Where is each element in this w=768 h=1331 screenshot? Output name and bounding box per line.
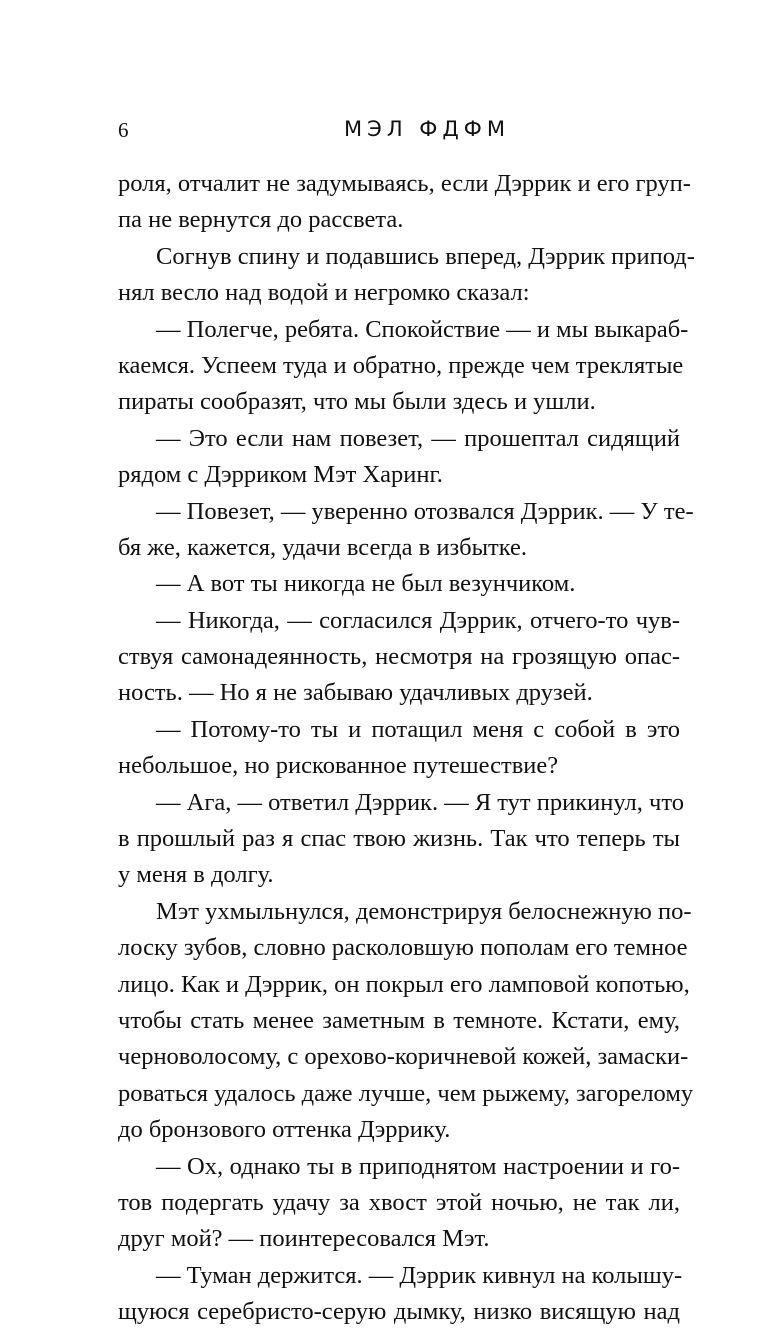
text-line: чтобы стать менее заметным в темноте. Кстати, ему, — [118, 1006, 680, 1034]
text-line: лоску зубов, словно расколовшую пополам его темное — [118, 934, 688, 962]
text-line: пираты сообразят, что мы были здесь и ушли. — [118, 388, 596, 416]
text-line: — Потому-то ты и потащил меня с собой в это — [156, 715, 680, 743]
text-line: небольшое, но рискованное путешествие? — [118, 752, 559, 780]
text-line: — Это если нам повезет, — прошептал сидящий — [156, 424, 680, 452]
text-line: — Никогда, — согласился Дэррик, отчего-то чув- — [156, 606, 680, 634]
text-line: каемся. Успеем туда и обратно, прежде чем треклятые — [118, 351, 684, 379]
page-header — [118, 112, 680, 142]
text-line: — Ох, однако ты в приподнятом настроении и го- — [156, 1152, 680, 1180]
text-line: лицо. Как и Дэррик, он покрыл его ламповой копотью, — [118, 970, 690, 998]
text-line: Мэт ухмыльнулся, демонстрируя белоснежную по- — [156, 897, 692, 925]
text-line: Согнув спину и подавшись вперед, Дэррик припод- — [156, 242, 695, 270]
text-line: тов подергать удачу за хвост этой ночью, не так ли, — [118, 1188, 680, 1216]
text-line: щуюся серебристо-серую дымку, низко висящую над — [118, 1298, 680, 1326]
text-line: рядом с Дэрриком Мэт Харинг. — [118, 461, 443, 489]
text-line: па не вернутся до рассвета. — [118, 206, 404, 234]
running-head-author: МЭЛ ФДФМ — [344, 117, 510, 141]
text-line: до бронзового оттенка Дэррику. — [118, 1116, 451, 1144]
text-line: — Полегче, ребята. Спокойствие — и мы выкараб- — [156, 315, 689, 343]
text-line: роля, отчалит не задумываясь, если Дэррик и его груп- — [118, 170, 691, 197]
text-line: у меня в долгу. — [118, 861, 274, 889]
text-line: бя же, кажется, удачи всегда в избытке. — [118, 533, 528, 561]
body-text — [118, 166, 695, 1331]
text-line: — Повезет, — уверенно отозвался Дэррик. — У те- — [156, 497, 694, 525]
text-line: нял весло над водой и негромко сказал: — [118, 279, 530, 307]
text-line: роваться удалось даже лучше, чем рыжему, загорелому — [118, 1079, 694, 1107]
text-line: — Туман держится. — Дэррик кивнул на колышу- — [156, 1261, 683, 1289]
text-line: в прошлый раз я спас твою жизнь. Так что теперь ты — [118, 825, 680, 853]
text-line: черноволосому, с орехово-коричневой кожей, замаски- — [118, 1043, 689, 1071]
text-line: друг мой? — поинтересовался Мэт. — [118, 1225, 490, 1253]
text-line: ствуя самонадеянность, несмотря на грозящую опас- — [118, 643, 680, 671]
page-number: 6 — [118, 118, 129, 142]
text-line: — Ага, — ответил Дэррик. — Я тут прикинул, что — [156, 788, 684, 816]
text-line: ность. — Но я не забываю удачливых друзей. — [118, 679, 593, 707]
text-line: — А вот ты никогда не был везунчиком. — [156, 570, 576, 598]
